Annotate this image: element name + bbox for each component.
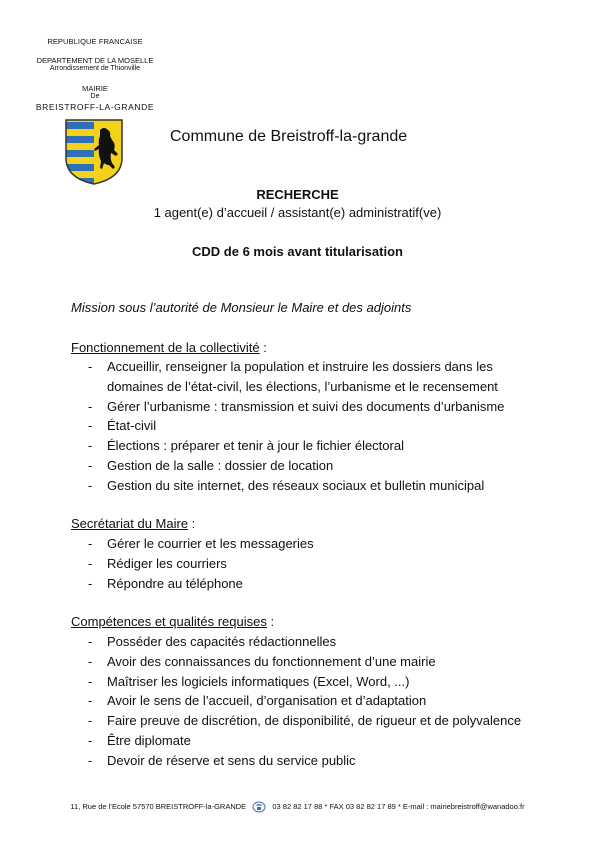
list-item: - Maîtriser les logiciels informatiques (Excel, Word, ...)	[88, 673, 410, 689]
section-title-competences: Compétences et qualités requises :	[71, 614, 275, 629]
section-title-fonctionnement: Fonctionnement de la collectivité :	[71, 340, 267, 355]
list-item: - Répondre au téléphone	[88, 575, 243, 591]
list-secretariat	[88, 534, 548, 593]
telephone-icon	[252, 801, 266, 813]
list-item: - Gérer l’urbanisme : transmission et suivi des documents d’urbanisme	[88, 398, 505, 414]
list-item: - Posséder des capacités rédactionnelles	[88, 634, 337, 649]
header-de: De	[90, 93, 100, 100]
header-department: DEPARTEMENT DE LA MOSELLE	[36, 56, 154, 65]
list-item: - Gérer le courrier et les messageries	[88, 536, 314, 551]
list-item: - État-civil	[88, 418, 157, 434]
list-item: - Accueillir, renseigner la population et instruire les dossiers dans les	[88, 359, 493, 374]
list-competences	[88, 632, 548, 771]
header-mairie: MAIRIE	[82, 84, 108, 93]
header-republic: REPUBLIQUE FRANCAISE	[47, 37, 143, 46]
list-fonctionnement	[88, 357, 548, 496]
mission-statement: Mission sous l’autorité de Monsieur le Maire et des adjoints	[71, 300, 412, 315]
list-item: - Avoir le sens de l’accueil, d’organisation et d’adaptation	[88, 693, 427, 709]
list-item: - Faire preuve de discrétion, de disponibilité, de rigueur et de polyvalence	[88, 713, 522, 729]
announcement-heading: RECHERCHE	[256, 187, 339, 202]
list-item: - Rédiger les courriers	[88, 555, 227, 571]
commune-title: Commune de Breistroff-la-grande	[170, 128, 408, 145]
list-item: - Gestion du site internet, des réseaux sociaux et bulletin municipal	[88, 477, 485, 493]
footer	[0, 801, 595, 813]
list-item: - Avoir des connaissances du fonctionnement d’une mairie	[88, 653, 436, 669]
list-item: - Élections : préparer et tenir à jour le fichier électoral	[88, 438, 404, 454]
coat-of-arms-icon	[64, 118, 124, 186]
section-title-secretariat: Secrétariat du Maire :	[71, 516, 196, 531]
header-town: BREISTROFF-LA-GRANDE	[35, 102, 155, 112]
header-arrondissement: Arrondissement de Thionville	[49, 65, 141, 72]
list-item: - Devoir de réserve et sens du service public	[88, 752, 356, 768]
announcement-contract: CDD de 6 mois avant titularisation	[192, 244, 403, 259]
list-item: - Gestion de la salle : dossier de location	[88, 457, 334, 473]
footer-contact: 03 82 82 17 88 * FAX 03 82 82 17 89 * E-mail : mairiebreistroff@wanadoo.fr	[272, 801, 525, 811]
footer-address: 11, Rue de l’Ecole 57570 BREISTROFF-la-GRANDE	[70, 801, 247, 811]
announcement-post: 1 agent(e) d’accueil / assistant(e) administratif(ve)	[153, 205, 442, 220]
list-item-continuation: domaines de l’état-civil, les élections, l’urbanisme et le recensement	[107, 378, 498, 394]
list-item: - Être diplomate	[88, 732, 191, 748]
